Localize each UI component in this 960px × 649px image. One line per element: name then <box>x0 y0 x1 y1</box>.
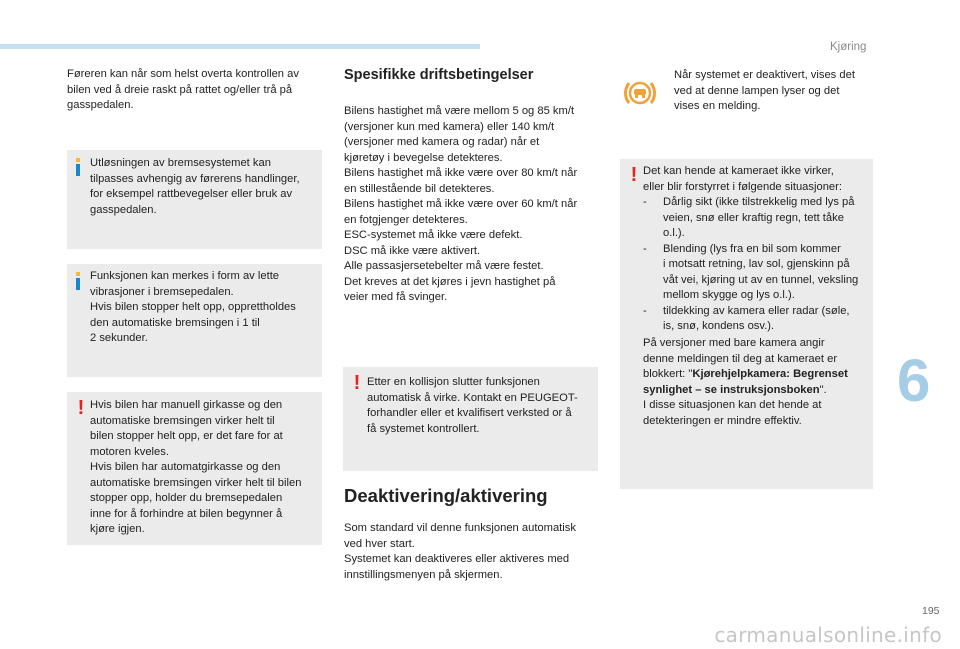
warning-box-camera <box>620 159 873 489</box>
warning-box-collision <box>343 367 598 471</box>
warning-end: I disse situasjonen kan det hende at detekteringen er mindre effektiv. <box>643 399 822 427</box>
list-item: - Dårlig sikt (ikke tilstrekkelig med lys på veien, snø eller kraftig regn, tett tåke o.l.). <box>643 196 855 239</box>
camera-blocked-message: På versjoner med bare kamera angir denne meldingen til deg at kameraet er blokkert: "Kjørehjelpkamera: Begrenset synlighet – se instruksjonsboken". <box>643 337 848 396</box>
header-accent-bar <box>0 44 480 49</box>
collision-warning-lamp-icon <box>622 76 658 110</box>
intro-paragraph: Føreren kan når som helst overta kontrollen av bilen ved å dreie raskt på rattet og/eller trå på gasspedalen. <box>67 68 299 111</box>
warning-text: Hvis bilen har manuell girkasse og den automatiske bremsingen virker helt til bilen stopper helt opp, er det fare for at motoren kveles. Hvis bilen har automatgirkasse og den automatiske bremsingen virker helt til bilen stopper opp, holder du bremsepedalen inne for å forhindre at bilen begynner å kjøre igjen. <box>90 399 302 535</box>
warning-icon: ! <box>353 372 361 394</box>
watermark: carmanualsonline.info <box>714 622 942 647</box>
warning-icon: ! <box>630 164 638 186</box>
info-text: Utløsningen av bremsesystemet kan tilpasses avhengig av førerens handlinger, for eksempel rattbevegelser eller bruk av gasspedalen. <box>90 157 300 216</box>
chapter-number: 6 <box>897 347 931 414</box>
warning-text: Etter en kollisjon slutter funksjonen automatisk å virke. Kontakt en PEUGEOT- forhandler eller et kvalifisert verksted or å få systemet kontrollert. <box>367 376 578 435</box>
lamp-description: Når systemet er deaktivert, vises det ved at denne lampen lyser og det vises en melding. <box>674 69 855 112</box>
list-item: - Blending (lys fra en bil som kommer i motsatt retning, lav sol, gjenskinn på våt vei, kjøring ut av en tunnel, veksling mellom skygge og lys o.l.). <box>643 242 859 301</box>
info-text: Funksjonen kan merkes i form av lette vibrasjoner i bremsepedalen. Hvis bilen stopper helt opp, opprettholdes den automatiske bremsingen i 1 til 2 sekunder. <box>90 270 296 344</box>
heading-deactivation: Deaktivering/aktivering <box>344 485 548 506</box>
info-box-vibrations <box>67 264 322 377</box>
section-title: Kjøring <box>830 41 867 53</box>
page-number: 195 <box>922 605 940 617</box>
deactivation-paragraph: Som standard vil denne funksjonen automatisk ved hver start. Systemet kan deaktiveres eller aktiveres med innstillingsmenyen på skjermen. <box>344 522 576 581</box>
info-box-adaptation <box>67 150 322 249</box>
conditions-paragraph: Bilens hastighet må være mellom 5 og 85 km/t (versjoner kun med kamera) eller 140 km/t (versjoner med kamera og radar) når et kjøretøy i bevegelse detekteres. Bilens hastighet må ikke være over 80 km/t når en stillestående bil detekteres. Bilens hastighet må ikke være over 60 km/t når en fotgjenger detekteres. ESC-systemet må ikke være defekt. DSC må ikke være aktivert. Alle passasjersetebelter må være festet. Det kreves at det kjøres i jevn hastighet på veier med få svinger. <box>344 105 578 303</box>
warning-box-gearbox <box>67 392 322 545</box>
list-item: - tildekking av kamera eller radar (søle, is, snø, kondens osv.). <box>643 304 850 332</box>
warning-intro: Det kan hende at kameraet ikke virker, eller blir forstyrret i følgende situasjoner: <box>643 165 842 193</box>
heading-operating-conditions: Spesifikke driftsbetingelser <box>344 67 534 83</box>
camera-situations-list <box>643 195 873 335</box>
warning-icon: ! <box>77 397 85 419</box>
